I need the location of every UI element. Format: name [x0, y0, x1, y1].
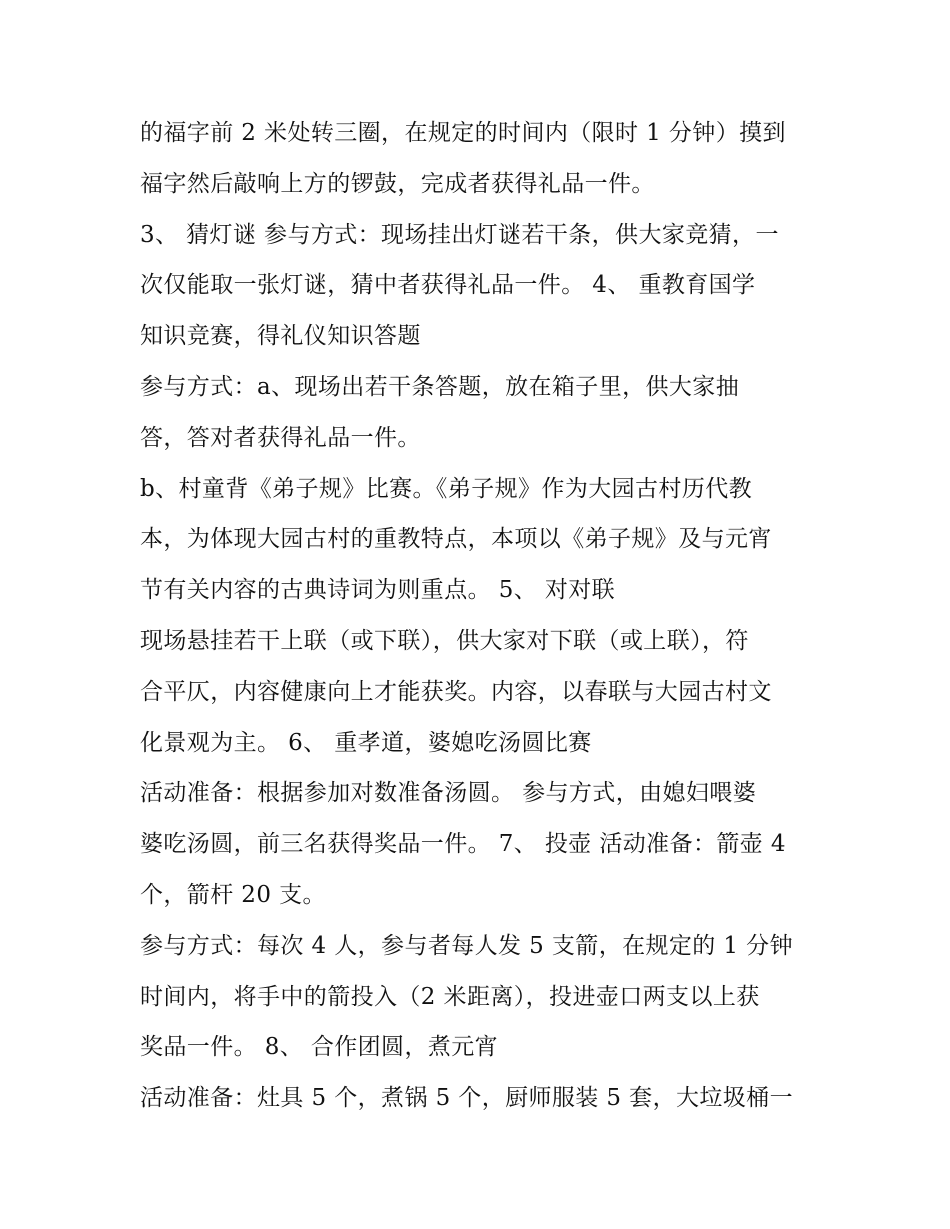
text-line: 次仅能取一张灯谜，猜中者获得礼品一件。 4、 重教育国学 [140, 272, 756, 299]
document-body [140, 108, 830, 1124]
text-line: 3、 猜灯谜 参与方式：现场挂出灯谜若干条，供大家竞猜，一 [140, 221, 779, 248]
text-line: 参与方式：a、现场出若干条答题，放在箱子里，供大家抽 [140, 373, 740, 400]
text-line: 活动准备：灶具 5 个，煮锅 5 个，厨师服装 5 套，大垃圾桶一 [140, 1085, 793, 1112]
text-line: 化景观为主。 6、 重孝道，婆媳吃汤圆比赛 [140, 729, 592, 756]
text-line: 个，箭杆 20 支。 [140, 881, 326, 908]
text-line: 参与方式：每次 4 人，参与者每人发 5 支箭，在规定的 1 分钟 [140, 932, 793, 959]
text-line: 知识竞赛，得礼仪知识答题 [140, 323, 421, 350]
text-line: 时间内，将手中的箭投入（2 米距离），投进壶口两支以上获 [140, 983, 760, 1010]
text-line: 合平仄，内容健康向上才能获奖。内容，以春联与大园古村文 [140, 678, 772, 705]
text-line: 本，为体现大园古村的重教特点，本项以《弟子规》及与元宵 [140, 526, 772, 553]
text-line: 现场悬挂若干上联（或下联），供大家对下联（或上联），符 [140, 627, 749, 654]
text-line: 婆吃汤圆，前三名获得奖品一件。 7、 投壶 活动准备：箭壶 4 [140, 831, 786, 858]
text-line: b、村童背《弟子规》比赛。《弟子规》作为大园古村历代教 [140, 475, 753, 502]
text-line: 答，答对者获得礼品一件。 [140, 424, 421, 451]
text-line: 节有关内容的古典诗词为则重点。 5、 对对联 [140, 577, 616, 604]
text-line: 的福字前 2 米处转三圈，在规定的时间内（限时 1 分钟）摸到 [140, 120, 786, 146]
text-line: 福字然后敲响上方的锣鼓，完成者获得礼品一件。 [140, 170, 655, 197]
text-line: 奖品一件。 8、 合作团圆，煮元宵 [140, 1034, 499, 1061]
text-line: 活动准备：根据参加对数准备汤圆。 参与方式，由媳妇喂婆 [140, 780, 757, 807]
